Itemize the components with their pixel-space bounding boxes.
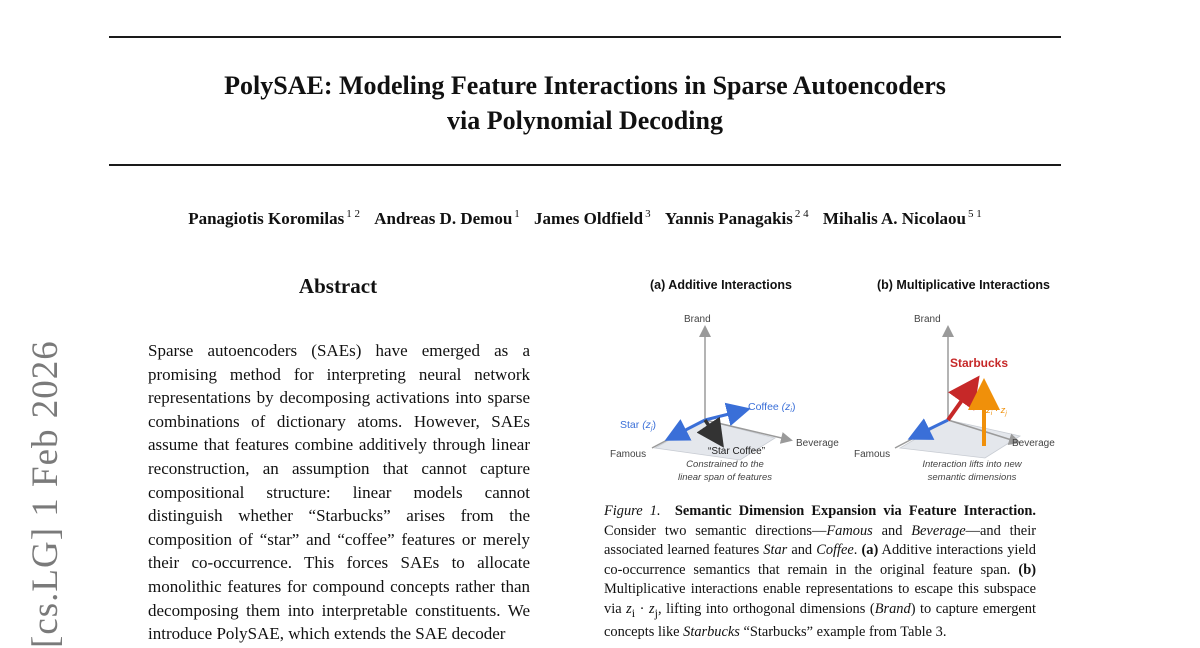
panel-a-title: (a) Additive Interactions [650, 278, 792, 292]
coffee-label: Coffee (zi) [748, 401, 796, 414]
panel-a-note-1: Constrained to the [686, 459, 764, 470]
panel-b-title: (b) Multiplicative Interactions [877, 278, 1050, 292]
beverage-label: Beverage [796, 438, 839, 449]
title-line-1: PolySAE: Modeling Feature Interactions in Sparse Autoencoders [224, 71, 946, 100]
author: Panagiotis Koromilas $^{1 2}$ [188, 208, 360, 228]
brand-label: Brand [684, 314, 711, 325]
product-label: $z_i \cdot z_j$ [986, 405, 1007, 417]
panel-b-note-2: semantic dimensions [927, 472, 1017, 483]
panel-b-diagram [854, 314, 1055, 483]
caption-label: Figure 1. [604, 503, 661, 519]
author: Yannis Panagakis $^{2 4}$ [664, 208, 809, 228]
author: Andreas D. Demou $^1$ [374, 208, 520, 228]
bottom-rule [109, 164, 1061, 166]
caption-bold: Semantic Dimension Expansion via Feature Interaction. [674, 503, 1036, 519]
figure-1-diagram [600, 300, 1070, 490]
starbucks-vector [948, 382, 975, 420]
star-coffee-label: “Star Coffee” [708, 446, 766, 457]
author: Mihalis A. Nicolaou $^{5 1}$ [822, 208, 982, 228]
famous-label: Famous [854, 449, 891, 460]
panel-a-note-2: linear span of features [677, 472, 773, 483]
starbucks-label: Starbucks [950, 356, 1009, 370]
author: James Oldfield $^3$ [534, 208, 651, 228]
panel-a-diagram [610, 314, 839, 483]
feature-plane [900, 420, 1020, 458]
star-label: Star (zj) [620, 419, 656, 432]
brand-label: Brand [914, 314, 941, 325]
title-line-2: via Polynomial Decoding [447, 106, 723, 135]
figure-1-caption: Figure 1. Semantic Dimension Expansion via Feature Interaction. Consider two semantic directions—Famous and Beverage—and their associated learned features Star and Coffee. (a) Additive interactions yield co-occurrence semantics that remain in the original feature span. (b) Multiplicative interactions enable representations to escape this subspace via $z_i \cdot z_j$, lifting into orthogonal dimensions (Brand) to capture emergent concepts like Starbucks “Starbucks” example from Table 3. [604, 503, 1036, 641]
paper-title [109, 68, 1061, 138]
famous-label: Famous [610, 449, 647, 460]
arxiv-stamp: [cs.LG] 1 Feb 2026 [25, 340, 66, 648]
abstract-text: Sparse autoencoders (SAEs) have emerged as a promising method for interpreting neural network representations by decomposing activations into sparse combinations of dictionary atoms. However, SAEs assume that features combine additively through linear reconstruction, an assumption that cannot capture compositional structure: linear models cannot distinguish whether “Starbucks” arises from the composition of “star” and “coffee” features or merely their co-occurrence. This forces SAEs to allocate monolithic features for compound concepts rather than decomposing them into interpretable constituents. We introduce PolySAE, which extends the SAE decoder [148, 341, 530, 644]
top-rule [109, 36, 1061, 38]
abstract-heading: Abstract [298, 274, 378, 298]
coffee-vector [705, 410, 745, 420]
beverage-label: Beverage [1012, 438, 1055, 449]
panel-b-note-1: Interaction lifts into new [922, 459, 1022, 470]
author-list [109, 208, 1061, 229]
